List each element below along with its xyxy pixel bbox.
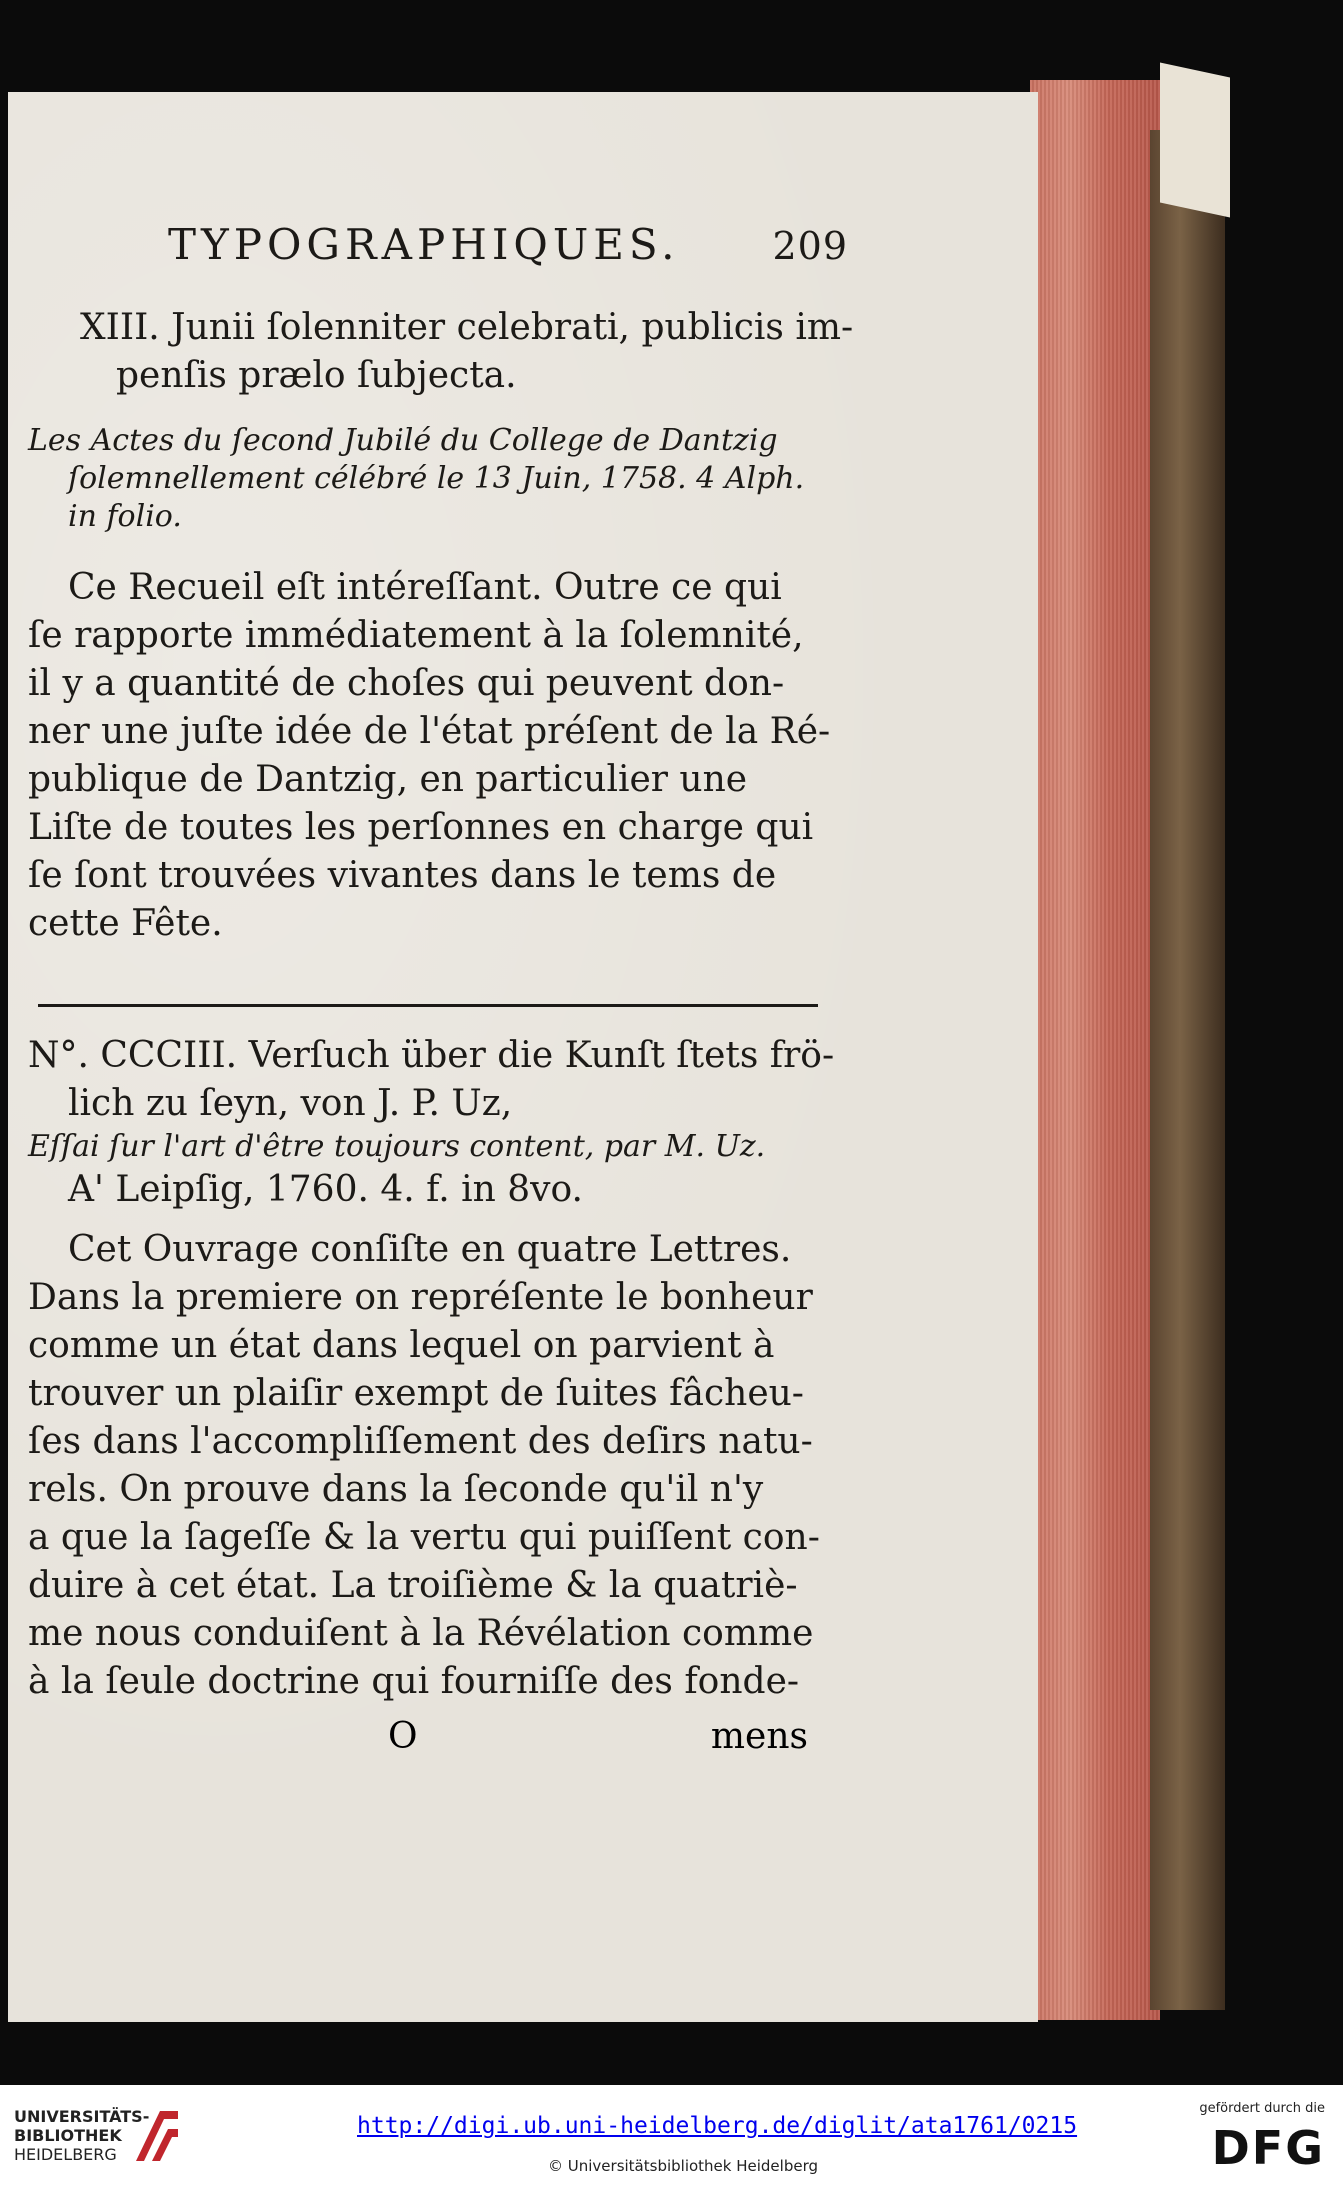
paragraph-line: Liſte de toutes les perſonnes en charge qui bbox=[28, 807, 814, 848]
copyright-notice: © Universitätsbibliothek Heidelberg bbox=[548, 2157, 819, 2175]
french-title-line: Les Actes du ſecond Jubilé du College de Dantzig bbox=[28, 423, 778, 458]
paragraph-line: me nous conduiſent à la Révélation comme bbox=[28, 1613, 814, 1654]
latin-line: penſis prælo ſubjecta. bbox=[116, 355, 517, 396]
library-name-line: HEIDELBERG bbox=[14, 2145, 117, 2164]
paragraph-line: ſe ſont trouvées vivantes dans le tems de bbox=[28, 855, 777, 896]
library-name-line: BIBLIOTHEK bbox=[14, 2126, 122, 2145]
signature-mark: O bbox=[388, 1716, 418, 1757]
paragraph-line: il y a quantité de choſes qui peuvent don- bbox=[28, 663, 785, 704]
book-page bbox=[8, 92, 1038, 2022]
catchword-line bbox=[28, 1716, 828, 1766]
book-cover bbox=[1150, 130, 1225, 2010]
paragraph-line: à la ſeule doctrine qui fourniſſe des fonde- bbox=[28, 1661, 800, 1702]
page-number: 209 bbox=[772, 224, 848, 268]
block-1 bbox=[28, 304, 854, 948]
running-title: TYPOGRAPHIQUES. bbox=[168, 220, 680, 269]
section-divider bbox=[38, 1004, 818, 1007]
paragraph-line: Dans la premiere on repréſente le bonheur bbox=[28, 1277, 813, 1318]
entry-line: lich zu ſeyn, von J. P. Uz, bbox=[68, 1083, 513, 1124]
paragraph-line: rels. On prouve dans la ſeconde qu'il n'y bbox=[28, 1469, 764, 1510]
paragraph-line: Cet Ouvrage conſiſte en quatre Lettres. bbox=[68, 1229, 792, 1270]
paragraph-line: ſe rapporte immédiatement à la ſolemnité, bbox=[28, 615, 804, 656]
dfg-logo: DFG bbox=[1211, 2121, 1325, 2175]
library-logo-icon bbox=[130, 2105, 184, 2167]
library-name-line: UNIVERSITÄTS- bbox=[14, 2107, 150, 2126]
page-edge bbox=[1030, 80, 1160, 2020]
paragraph-line: duire à cet état. La troiſième & la quatriè- bbox=[28, 1565, 798, 1606]
french-title-line: ſolemnellement célébré le 13 Juin, 1758. 4 Alph. bbox=[68, 461, 805, 496]
french-title-line: Eſſai ſur l'art d'être toujours content, par M. Uz. bbox=[28, 1129, 766, 1164]
catchword: mens bbox=[710, 1716, 808, 1757]
paragraph-line: trouver un plaiſir exempt de ſuites fâcheu- bbox=[28, 1373, 804, 1414]
paragraph-line: Ce Recueil eſt intéreſſant. Outre ce qui bbox=[68, 567, 782, 608]
paragraph-line: comme un état dans lequel on parvient à bbox=[28, 1325, 775, 1366]
paragraph-line: a que la ſageſſe & la vertu qui puiſſent con- bbox=[28, 1517, 820, 1558]
block-2 bbox=[28, 1032, 835, 1706]
paragraph-line: ſes dans l'accompliſſement des deſirs natu- bbox=[28, 1421, 813, 1462]
viewer-footer bbox=[0, 2085, 1343, 2188]
paragraph-line: ner une juſte idée de l'état préſent de la Ré- bbox=[28, 711, 831, 752]
imprint-line: A' Leipſig, 1760. 4. f. in 8vo. bbox=[68, 1169, 583, 1210]
entry-line: N°. CCCIII. Verſuch über die Kunſt ſtets frö- bbox=[28, 1035, 835, 1076]
paragraph-line: publique de Dantzig, en particulier une bbox=[28, 759, 748, 800]
funding-label: gefördert durch die bbox=[1199, 2101, 1325, 2116]
permalink[interactable]: http://digi.ub.uni-heidelberg.de/diglit/ata1761/0215 bbox=[357, 2113, 1078, 2139]
latin-line: XIII. Junii ſolenniter celebrati, publicis im- bbox=[80, 307, 854, 348]
french-title-line: in folio. bbox=[68, 499, 182, 534]
cover-corner bbox=[1160, 63, 1230, 218]
paragraph-line: cette Fête. bbox=[28, 903, 223, 944]
running-header bbox=[168, 220, 848, 269]
